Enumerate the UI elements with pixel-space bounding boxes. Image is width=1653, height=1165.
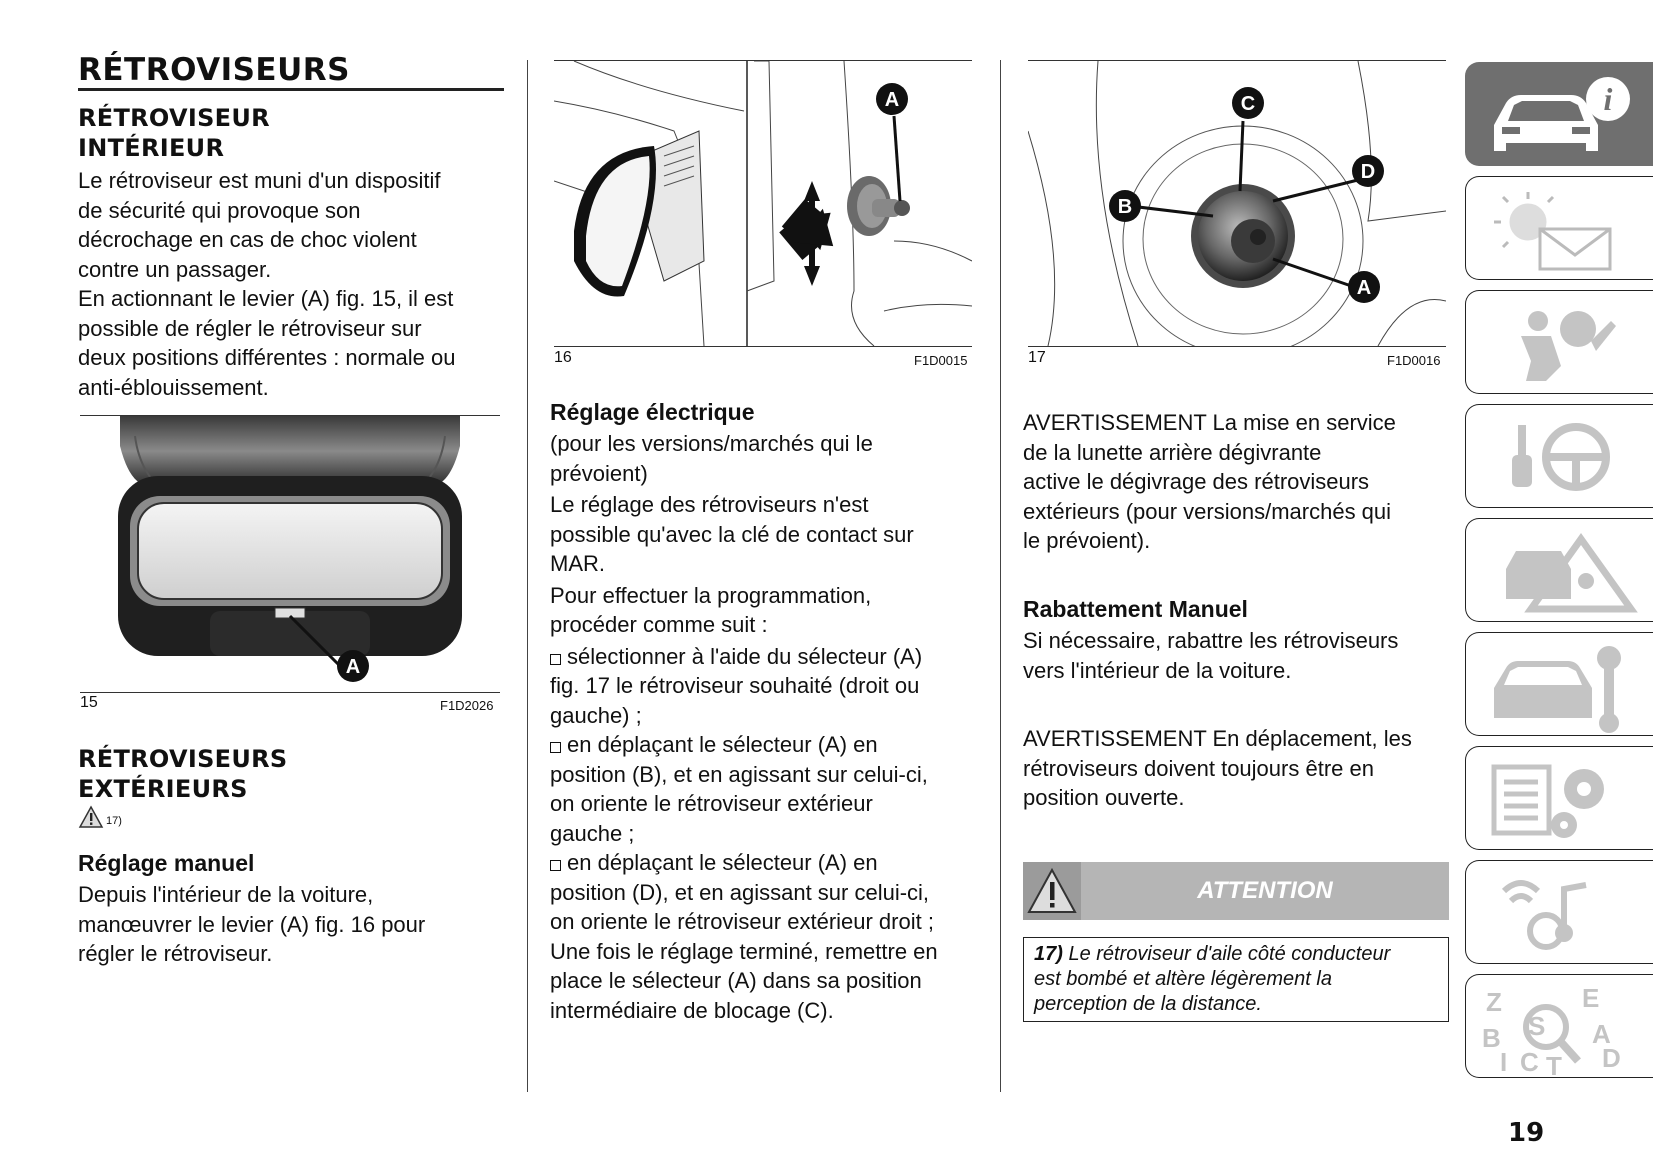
electric-adjust-title: Réglage électrique [550, 399, 755, 425]
maintenance-wrench-icon [1466, 633, 1653, 737]
list-item: en déplaçant le sélecteur (A) en [550, 848, 990, 878]
figure-16-code: F1D0015 [914, 353, 968, 368]
svg-text:D: D [1602, 1043, 1621, 1073]
svg-text:E: E [1582, 983, 1600, 1013]
interior-paragraph-1: Le rétroviseur est muni d'un dispositif de sécurité qui provoque son décrochage en cas de choc violent contre un passager. En actionnant le levier (A) fig. 15, il est possible de régler le rétroviseur sur deux positions différentes : normale ou anti-éblouissement. [78, 168, 456, 400]
figure-17-number: 17 [1028, 349, 1046, 366]
fig15-callout-a: A [345, 656, 361, 678]
list-item: en déplaçant le sélecteur (A) en [550, 730, 990, 760]
svg-text:C: C [1520, 1047, 1539, 1077]
interior-mirror-illustration [80, 416, 500, 692]
svg-text:S: S [1528, 1011, 1546, 1041]
steering-key-icon [1466, 405, 1653, 509]
side-tab-multimedia[interactable] [1465, 860, 1653, 964]
fig17-callout-c: C [1240, 93, 1256, 115]
side-tab-index[interactable] [1465, 974, 1653, 1078]
figure-17-code: F1D0016 [1387, 353, 1441, 368]
figure-17-electric-selector [1028, 60, 1446, 347]
info-letter: i [1603, 81, 1613, 117]
note-number: 17) [1034, 943, 1063, 965]
attention-label: ATTENTION [1197, 877, 1333, 904]
checkbox-bullet-icon [550, 860, 561, 871]
page-title: RÉTROVISEURS [78, 52, 350, 88]
side-tab-car-info[interactable] [1465, 62, 1653, 166]
checkbox-bullet-icon [550, 742, 561, 753]
fig17-callout-b: B [1117, 196, 1133, 218]
column-divider [527, 60, 528, 1092]
manual-adjust-title: Réglage manuel [78, 850, 255, 876]
side-tab-emergency[interactable] [1465, 518, 1653, 622]
emergency-triangle-icon [1466, 519, 1653, 623]
fig16-callout-a: A [884, 89, 900, 111]
section-title-exterior-line2: EXTÉRIEURS [78, 775, 248, 803]
manual-adjust-text: Depuis l'intérieur de la voiture, manœuvrer le levier (A) fig. 16 pour régler le rétroviseur. [78, 882, 426, 966]
multimedia-icon [1466, 861, 1653, 965]
fig17-callout-d: D [1360, 161, 1376, 183]
attention-note: 17) Le rétroviseur d'aile côté conducteur est bombé et altère légèrement la perception de la distance. [1023, 937, 1449, 1022]
electric-adjust-body: (pour les versions/marchés qui le prévoient) Le réglage des rétroviseurs n'est possible qu'avec la clé de contact sur MAR. Pour effectuer la programmation, procéder comme suit : sélectionner à l'aide du sélecteur (A) fig. 17 le rétroviseur souhaité (droit ou gauche) ; en déplaçant le sélecteur (A) en position (B), et en agissant sur celui-ci, on oriente le rétroviseur extérieur gauche ; en déplaçant le sélecteur (A) en position (D), et en agissant sur celui-ci, on oriente le rétroviseur extérieur droit ; Une fois le réglage terminé, remettre en place le sélecteur (A) dans sa position intermédiaire de blocage (C). [550, 429, 990, 1025]
manual-fold-text: Si nécessaire, rabattre les rétroviseurs vers l'intérieur de la voiture. [1023, 628, 1399, 683]
warning-triangle-icon [78, 805, 104, 829]
figure-15-code: F1D2026 [440, 698, 494, 713]
attention-icon-box [1023, 862, 1081, 920]
index-search-icon [1466, 975, 1653, 1079]
svg-text:I: I [1500, 1047, 1508, 1077]
fig17-callout-a: A [1356, 277, 1372, 299]
side-tab-maintenance[interactable] [1465, 632, 1653, 736]
exterior-mirror-lever-illustration [554, 61, 972, 346]
section-title-interior-line1: RÉTROVISEUR [78, 104, 270, 132]
mirror-selector-illustration [1028, 61, 1446, 346]
side-tab-specifications[interactable] [1465, 746, 1653, 850]
side-tab-dashboard-lights[interactable] [1465, 176, 1653, 280]
svg-text:Z: Z [1486, 987, 1502, 1017]
figure-16-number: 16 [554, 349, 572, 366]
safety-airbag-icon [1466, 291, 1653, 395]
warning-defrost-text: AVERTISSEMENT La mise en service de la lunette arrière dégivrante active le dégivrage des rétroviseurs extérieurs (pour versions/marchés qui le prévoient). [1023, 410, 1396, 553]
specs-gear-icon [1466, 747, 1653, 851]
checkbox-bullet-icon [550, 654, 561, 665]
manual-fold-title: Rabattement Manuel [1023, 596, 1248, 622]
warning-triangle-icon [1023, 862, 1081, 920]
side-tab-safety[interactable] [1465, 290, 1653, 394]
warning-reference: 17) [78, 805, 138, 831]
warning-driving-text: AVERTISSEMENT En déplacement, les rétroviseurs doivent toujours être en position ouverte. [1023, 726, 1412, 810]
dashboard-lights-icon [1466, 177, 1653, 281]
section-title-exterior-line1: RÉTROVISEURS [78, 745, 288, 773]
list-item: sélectionner à l'aide du sélecteur (A) [550, 642, 990, 672]
svg-text:B: B [1482, 1023, 1501, 1053]
figure-16-manual-lever [554, 60, 972, 347]
attention-banner [1023, 862, 1449, 920]
svg-text:A: A [1592, 1019, 1611, 1049]
page-number: 19 [1508, 1118, 1545, 1148]
column-divider [1000, 60, 1001, 1092]
car-info-icon [1466, 63, 1653, 167]
side-tab-driving[interactable] [1465, 404, 1653, 508]
figure-15-interior-mirror [80, 415, 500, 693]
section-title-interior-line2: INTÉRIEUR [78, 134, 225, 162]
title-underline [78, 88, 504, 91]
svg-text:T: T [1546, 1051, 1562, 1079]
figure-15-number: 15 [80, 694, 98, 711]
